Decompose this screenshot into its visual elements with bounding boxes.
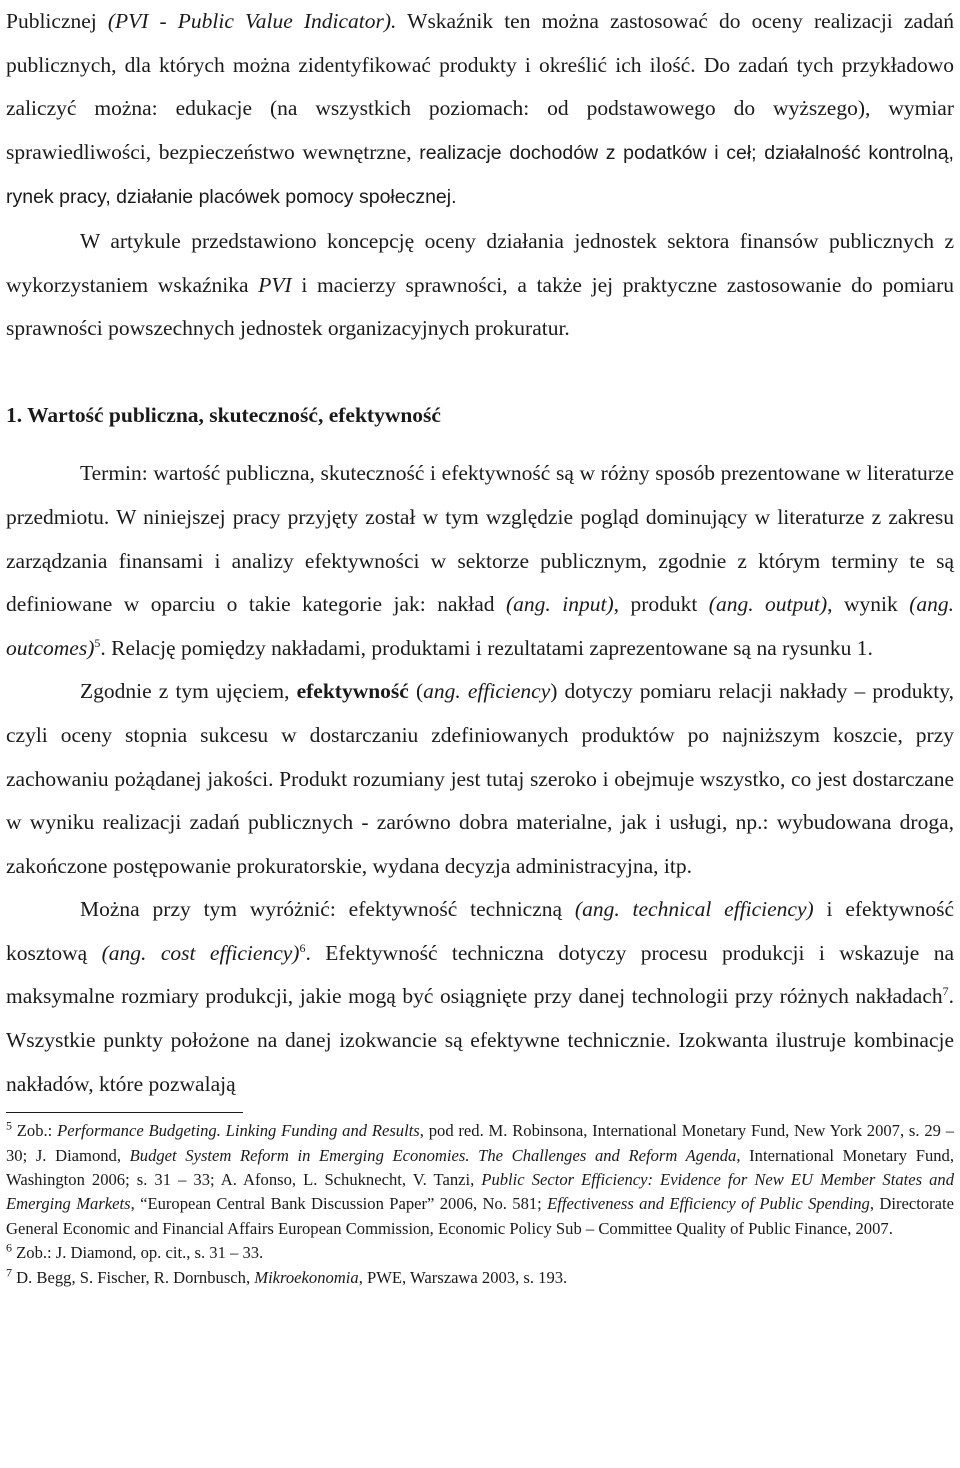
text-italic: (ang. outcomes) — [6, 592, 954, 660]
section-heading: 1. Wartość publiczna, skuteczność, efektywność — [6, 402, 441, 427]
footnote-ref-5[interactable]: 5 — [94, 635, 101, 650]
text-italic: Mikroekonomia — [254, 1267, 359, 1287]
text: Termin: wartość publiczna, skuteczność i efektywność są w różny sposób prezentowane w literaturze przedmiotu. W niniejszej pracy przyjęty został w tym względzie pogląd dominujący w literaturze z zakresu zarządzania finansami i analizy efektywności w sektorze publicznym, zgodnie z którym terminy te są definiowane w oparciu o takie kategorie jak: nakład — [6, 461, 954, 617]
text-bold: efektywność — [296, 679, 409, 704]
text: , produkt — [613, 592, 709, 617]
text: Można przy tym wyróżnić: efektywność techniczną — [80, 897, 575, 922]
text-italic: (ang. technical efficiency) — [574, 897, 814, 922]
text-italic: PVI — [258, 272, 292, 297]
text: D. Begg, S. Fischer, R. Dornbusch, — [12, 1267, 255, 1287]
text: . Efektywność techniczna dotyczy procesu produkcji i wskazuje na maksymalne rozmiary produkcji, jakie mogą być osiągnięte przy danej technologii przy różnych nakładach — [6, 940, 954, 1009]
text-italic: (PVI - Public Value Indicator). — [107, 9, 397, 33]
footnote-number: 5 — [6, 1118, 12, 1133]
footnote-5 — [6, 1119, 954, 1241]
text-italic: (ang. input) — [506, 592, 614, 617]
text-italic: (ang. output) — [708, 592, 828, 617]
footnote-6 — [6, 1241, 954, 1265]
text: ) dotyczy pomiaru relacji nakłady – produkty, czyli oceny stopnia sukcesu w dostarczaniu zdefiniowanych produktów po najniższym koszcie, przy zachowaniu pożądanej jakości. Produkt rozumiany jest tutaj szeroko i obejmuje wszystko, co jest dostarczane w wyniku realizacji zadań publicznych - zarówno dobra materialne, jak i usługi, np.: wybudowana droga, zakończone postępowanie prokuratorskie, wydana decyzja administracyjna, itp. — [6, 679, 955, 878]
text: . Relację pomiędzy nakładami, produktami i rezultatami zaprezentowane są na rysunku 1. — [100, 635, 873, 660]
paragraph-article-scope — [6, 220, 954, 351]
text: Publicznej — [6, 9, 108, 33]
footnote-ref-6[interactable]: 6 — [299, 940, 306, 955]
text-italic: Performance Budgeting. Linking Funding and Results — [57, 1121, 420, 1141]
text-italic: Public Sector Efficiency: Evidence for New EU Member States and Emerging Markets — [6, 1170, 954, 1214]
text-italic: Budget System Reform in Emerging Economies. The Challenges and Reform Agenda — [129, 1145, 737, 1165]
text-italic: Effectiveness and Efficiency of Public Spending — [547, 1194, 870, 1214]
text: , International Monetary Fund, Washington 2006; s. 31 – 33; A. Afonso, L. Schuknecht, V. Tanzi, — [6, 1145, 954, 1190]
text: Wskaźnik ten można zastosować do oceny realizacji zadań publicznych, dla których można zidentyfikować produkty i określić ich ilość. Do zadań tych przykładowo zaliczyć można: edukacje (na wszystkich poziomach: od podstawowego do wyższego), wymiar sprawiedliwości, bezpieczeństwo wewnętrzne, — [6, 9, 954, 164]
text: ( — [408, 679, 424, 704]
paragraph-efficiency — [6, 670, 954, 888]
text: W artykule przedstawiono koncepcję oceny działania jednostek sektora finansów publicznych z wykorzystaniem wskaźnika — [6, 228, 954, 297]
text: , “European Central Bank Discussion Paper” 2006, No. 581; — [130, 1194, 548, 1214]
text-italic: (ang. cost efficiency) — [101, 940, 300, 965]
text: , PWE, Warszawa 2003, s. 193. — [358, 1267, 568, 1287]
footnote-separator — [6, 1112, 243, 1113]
text: Zob.: — [12, 1121, 58, 1141]
text: i efektywność kosztową — [6, 897, 954, 965]
footnote-number: 7 — [6, 1265, 12, 1280]
text: , pod red. M. Robinsona, International Monetary Fund, New York 2007, s. 29 – 30; J. Diamond, — [6, 1121, 954, 1165]
footnote-7 — [6, 1266, 954, 1290]
text: Zob.: J. Diamond, op. cit., s. 31 – 33. — [12, 1243, 264, 1263]
text: , wynik — [827, 592, 910, 617]
text-italic: ang. efficiency — [423, 679, 551, 704]
text-sans: realizacje dochodów z podatków i ceł; działalność kontrolną, rynek pracy, działanie placówek pomocy społecznej. — [6, 141, 954, 209]
text: Zgodnie z tym ujęciem, — [80, 679, 297, 704]
document-page — [6, 0, 954, 1290]
paragraph-terminology — [6, 452, 954, 670]
paragraph-pvi-intro — [6, 0, 954, 220]
footnote-ref-7[interactable]: 7 — [942, 984, 949, 999]
footnote-number: 6 — [6, 1240, 12, 1255]
paragraph-technical-efficiency — [6, 888, 954, 1106]
text: . Wszystkie punkty położone na danej izokwancie są efektywne technicznie. Izokwanta ilustruje kombinacje nakładów, które pozwalają — [6, 984, 954, 1096]
text: i macierzy sprawności, a także jej praktyczne zastosowanie do pomiaru sprawności powszechnych jednostek organizacyjnych prokuratur. — [6, 272, 954, 341]
text: , Directorate General Economic and Financial Affairs European Commission, Economic Policy Sub – Committee Quality of Public Finance, 2007. — [6, 1194, 955, 1238]
